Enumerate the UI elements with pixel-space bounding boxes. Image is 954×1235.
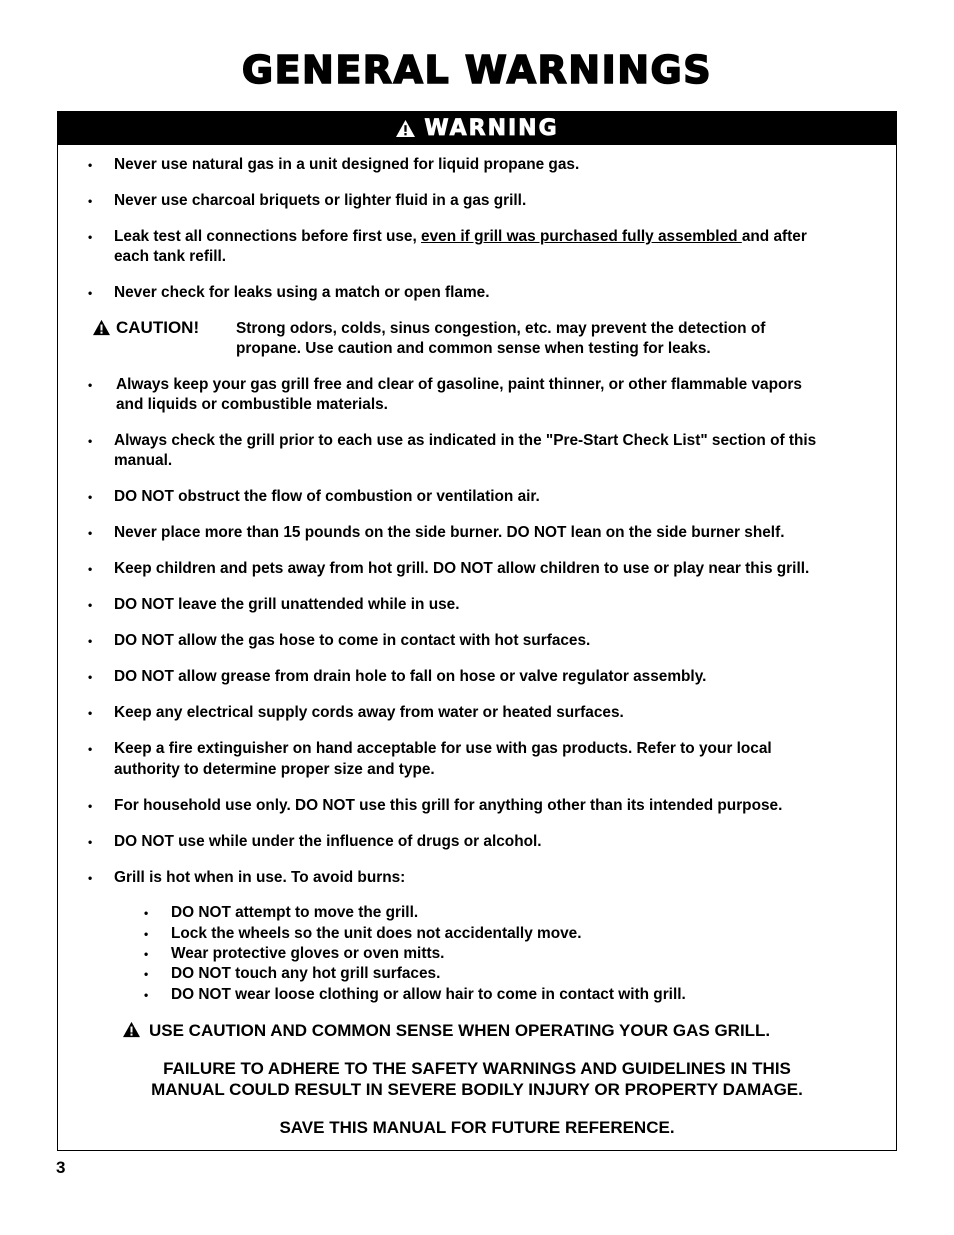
bullet: • xyxy=(88,871,93,885)
sub-bullet: • xyxy=(144,967,149,981)
sub-list-item: DO NOT wear loose clothing or allow hair to come in contact with grill. xyxy=(171,986,686,1003)
caution-statement: USE CAUTION AND COMMON SENSE WHEN OPERATING YOUR GAS GRILL. xyxy=(149,1021,771,1040)
list-item-continuation: manual. xyxy=(114,452,173,469)
list-item: Keep children and pets away from hot grill. DO NOT allow children to use or play near this grill. xyxy=(114,560,810,577)
list-item: Keep a fire extinguisher on hand acceptable for use with gas products. Refer to your local xyxy=(114,740,772,757)
sub-bullet: • xyxy=(144,988,149,1002)
save-manual-statement: SAVE THIS MANUAL FOR FUTURE REFERENCE. xyxy=(279,1118,675,1137)
bullet: • xyxy=(88,562,93,576)
list-item-continuation: each tank refill. xyxy=(114,248,227,265)
sub-bullet: • xyxy=(144,947,149,961)
bullet: • xyxy=(88,434,93,448)
caution-triangle-icon xyxy=(92,319,111,336)
caution-label: CAUTION! xyxy=(116,318,200,337)
bullet: • xyxy=(88,158,93,172)
bullet: • xyxy=(88,230,93,244)
list-item: For household use only. DO NOT use this grill for anything other than its intended purpose. xyxy=(114,797,783,814)
warning-banner xyxy=(58,112,896,145)
sub-list-item: DO NOT attempt to move the grill. xyxy=(171,904,419,921)
list-item: DO NOT use while under the influence of drugs or alcohol. xyxy=(114,833,542,850)
list-item: DO NOT leave the grill unattended while in use. xyxy=(114,596,460,613)
bullet: • xyxy=(88,634,93,648)
bullet: • xyxy=(88,799,93,813)
failure-statement: MANUAL COULD RESULT IN SEVERE BODILY INJURY OR PROPERTY DAMAGE. xyxy=(151,1080,803,1099)
bullet: • xyxy=(88,670,93,684)
list-item: Always check the grill prior to each use as indicated in the "Pre-Start Check List" section of this xyxy=(114,432,817,449)
list-item: Keep any electrical supply cords away from water or heated surfaces. xyxy=(114,704,624,721)
list-item: DO NOT allow the gas hose to come in contact with hot surfaces. xyxy=(114,632,591,649)
sub-list-item: Wear protective gloves or oven mitts. xyxy=(171,945,445,962)
bullet: • xyxy=(88,490,93,504)
warning-triangle-icon xyxy=(395,119,416,138)
bullet: • xyxy=(88,706,93,720)
warning-banner-label: WARNING xyxy=(424,116,559,141)
page-title: GENERAL WARNINGS xyxy=(241,48,713,92)
list-item-continuation: authority to determine proper size and type. xyxy=(114,761,435,778)
bullet: • xyxy=(88,835,93,849)
failure-statement: FAILURE TO ADHERE TO THE SAFETY WARNINGS AND GUIDELINES IN THIS xyxy=(163,1059,791,1078)
page-number: 3 xyxy=(56,1158,66,1177)
bullet: • xyxy=(88,742,93,756)
bullet: • xyxy=(88,286,93,300)
list-item: Always keep your gas grill free and clear of gasoline, paint thinner, or other flammable vapors xyxy=(116,376,802,393)
caution-text: propane. Use caution and common sense when testing for leaks. xyxy=(236,340,711,357)
list-item: Grill is hot when in use. To avoid burns: xyxy=(114,869,406,886)
list-item: Never check for leaks using a match or open flame. xyxy=(114,284,490,301)
bullet: • xyxy=(88,526,93,540)
sub-bullet: • xyxy=(144,927,149,941)
list-item: Never use natural gas in a unit designed for liquid propane gas. xyxy=(114,156,580,173)
sub-list-item: DO NOT touch any hot grill surfaces. xyxy=(171,965,441,982)
underlined-emphasis: even if grill was purchased fully assembled xyxy=(421,228,742,245)
list-item: Never use charcoal briquets or lighter fluid in a gas grill. xyxy=(114,192,527,209)
list-item: DO NOT obstruct the flow of combustion or ventilation air. xyxy=(114,488,540,505)
list-item: DO NOT allow grease from drain hole to fall on hose or valve regulator assembly. xyxy=(114,668,707,685)
caution-triangle-icon xyxy=(122,1021,141,1038)
sub-bullet: • xyxy=(144,906,149,920)
bullet: • xyxy=(88,598,93,612)
bullet: • xyxy=(88,194,93,208)
bullet: • xyxy=(88,378,93,392)
list-item: Leak test all connections before first use, even if grill was purchased fully assembled and after xyxy=(114,228,807,245)
list-item-continuation: and liquids or combustible materials. xyxy=(116,396,388,413)
caution-text: Strong odors, colds, sinus congestion, etc. may prevent the detection of xyxy=(236,320,766,337)
sub-list-item: Lock the wheels so the unit does not accidentally move. xyxy=(171,925,582,942)
list-item: Never place more than 15 pounds on the side burner. DO NOT lean on the side burner shelf. xyxy=(114,524,785,541)
